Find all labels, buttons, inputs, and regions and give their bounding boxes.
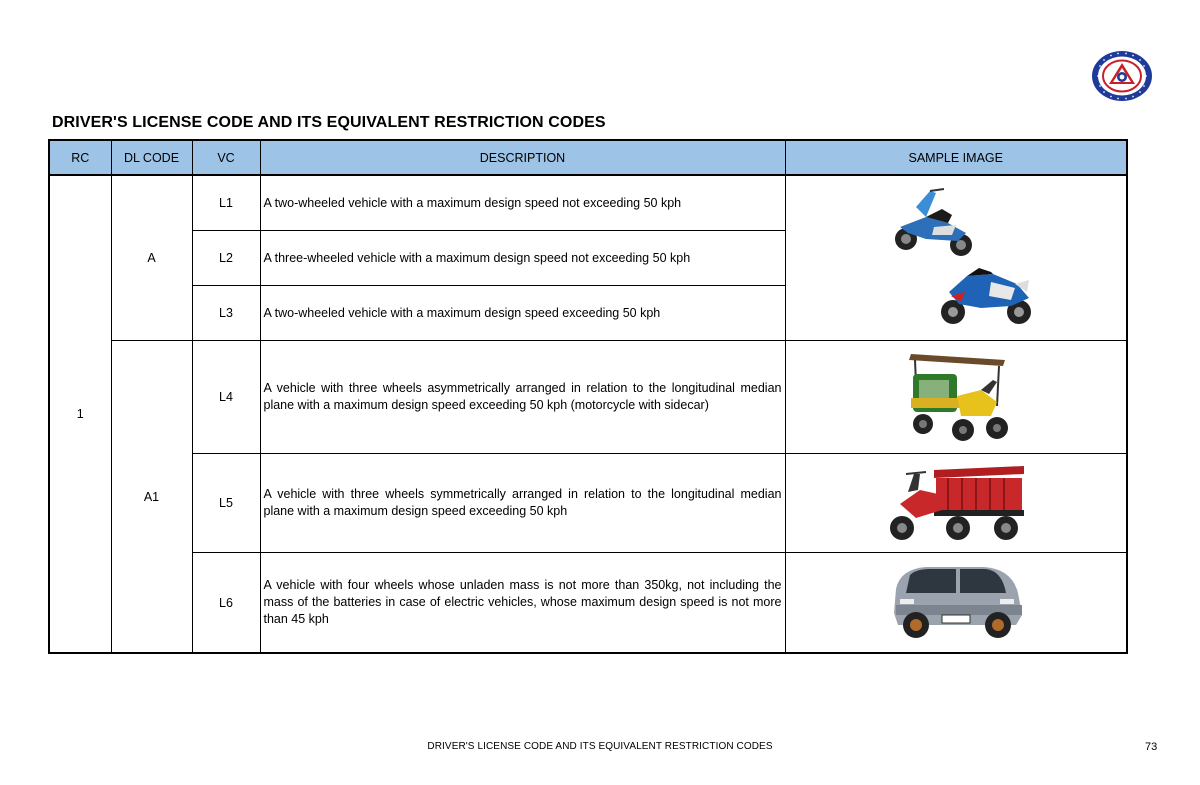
table-header-row (49, 140, 1127, 175)
vc-cell: L6 (192, 553, 260, 654)
table-row (49, 341, 1127, 454)
table-row (49, 553, 1127, 654)
description-cell: A three-wheeled vehicle with a maximum design speed not exceeding 50 kph (260, 231, 785, 286)
header-description: DESCRIPTION (260, 140, 785, 175)
header-rc: RC (49, 140, 111, 175)
description-cell: A two-wheeled vehicle with a maximum design speed not exceeding 50 kph (260, 175, 785, 231)
sample-image-cell (785, 175, 1127, 341)
page-title: DRIVER'S LICENSE CODE AND ITS EQUIVALENT RESTRICTION CODES (52, 114, 606, 131)
table-row (49, 175, 1127, 231)
tricycle-image (901, 346, 1011, 446)
description-cell: A two-wheeled vehicle with a maximum design speed exceeding 50 kph (260, 286, 785, 341)
vc-cell: L2 (192, 231, 260, 286)
header-vc: VC (192, 140, 260, 175)
table-row (49, 454, 1127, 553)
vc-cell: L1 (192, 175, 260, 231)
cargo-tricycle-image (886, 460, 1026, 544)
description-cell: A vehicle with four wheels whose unladen mass is not more than 350kg, not including the mass of the batteries in case of electric vehicles, whose maximum design speed is not more than 45 kph (260, 553, 785, 654)
vc-cell: L5 (192, 454, 260, 553)
microcar-image (886, 559, 1026, 643)
page-number: 73 (1145, 741, 1158, 753)
sample-image-cell (785, 341, 1127, 454)
sample-image-cell (785, 454, 1127, 553)
vc-cell: L3 (192, 286, 260, 341)
motorcycle-image (876, 182, 1036, 332)
description-cell: A vehicle with three wheels asymmetrically arranged in relation to the longitudinal median plane with a maximum design speed exceeding 50 kph (motorcycle with sidecar) (260, 341, 785, 454)
restriction-codes-table (48, 139, 1128, 654)
header-sample-image: SAMPLE IMAGE (785, 140, 1127, 175)
dl-code-cell: A (111, 175, 192, 341)
dl-code-cell: A1 (111, 341, 192, 654)
page-footer: DRIVER'S LICENSE CODE AND ITS EQUIVALENT RESTRICTION CODES (427, 741, 773, 752)
header-dl-code: DL CODE (111, 140, 192, 175)
description-cell: A vehicle with three wheels symmetrically arranged in relation to the longitudinal median plane with a maximum design speed exceeding 50 kph (260, 454, 785, 553)
rc-cell: 1 (49, 175, 111, 653)
lto-logo (1090, 50, 1154, 102)
sample-image-cell (785, 553, 1127, 654)
vc-cell: L4 (192, 341, 260, 454)
